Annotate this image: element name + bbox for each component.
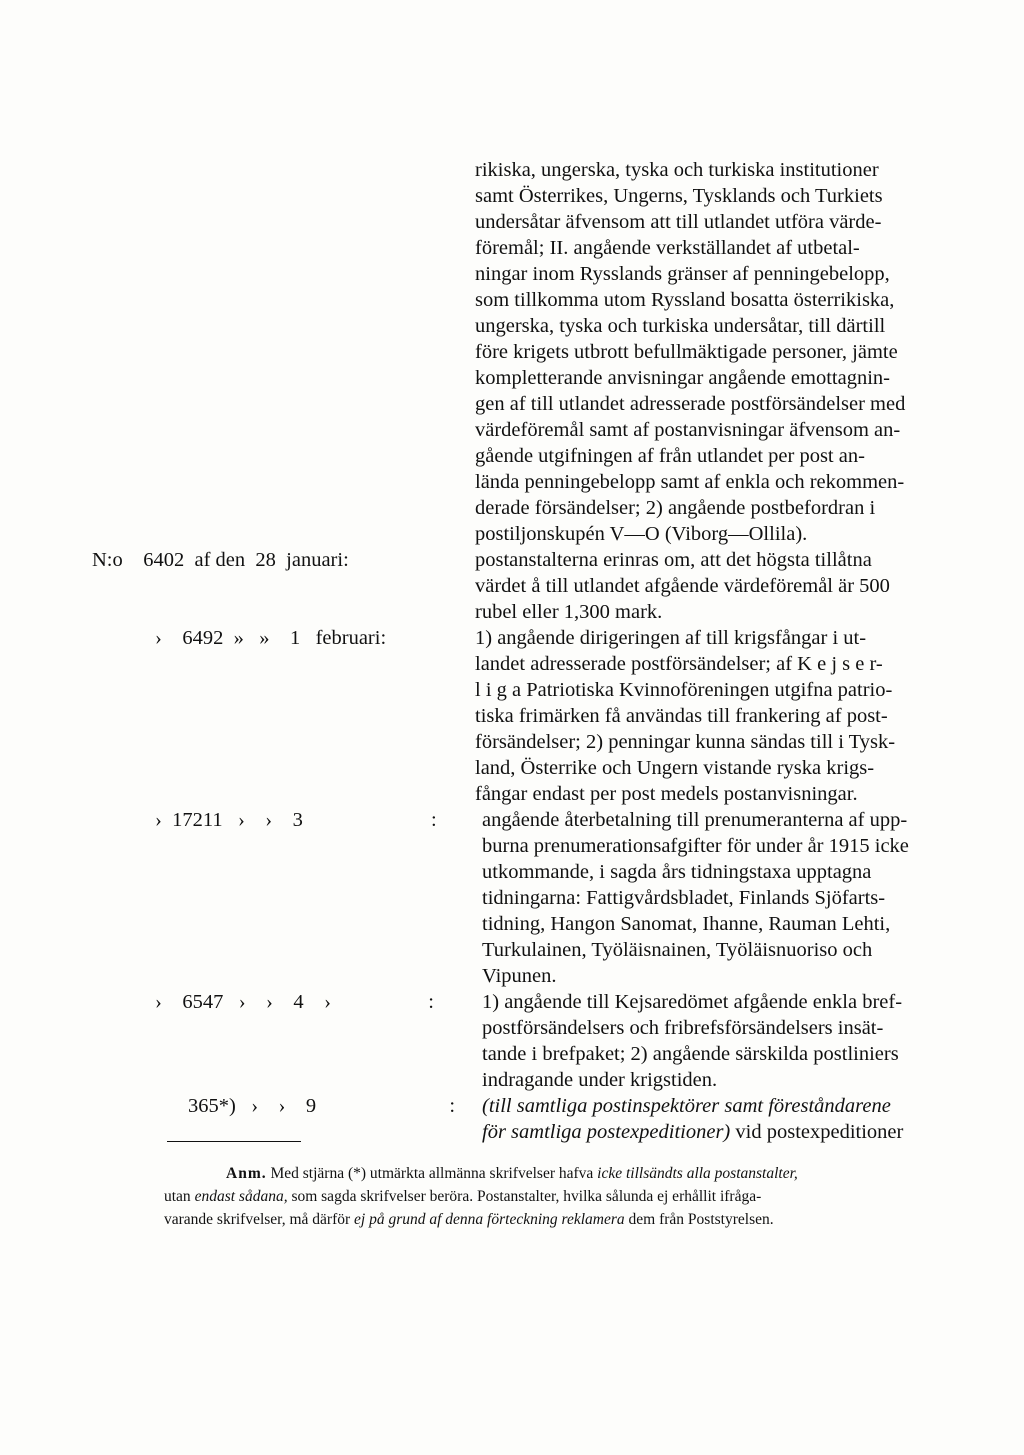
italic-text: icke tillsändts alla postanstalter, (597, 1165, 798, 1182)
text-line: föremål; II. angående verkställandet af utbetal- (475, 237, 860, 259)
text-line: fångar endast per post medels postanvisningar. (475, 783, 858, 805)
text-line: indragande under krigstiden. (482, 1069, 718, 1091)
text-line: tande i brefpaket; 2) angående särskilda postliniers (482, 1043, 899, 1065)
text-line: undersåtar äfvensom att till utlandet utföra värde- (475, 211, 882, 233)
text-line: värdeföremål samt af postanvisningar äfvensom an- (475, 419, 901, 441)
text-line: angående återbetalning till prenumeranterna af upp- (482, 809, 908, 831)
text-span: som sagda skrifvelser beröra. Postanstalter, hvilka sålunda ej erhållit ifråga- (291, 1188, 762, 1205)
text-line: land, Österrike och Ungern vistande ryska krigs- (475, 757, 875, 779)
text-line: tidningarna: Fattigvårdsbladet, Finlands Sjöfarts- (482, 887, 886, 909)
text-line: Vipunen. (482, 965, 557, 987)
italic-text: för samtliga postexpeditioner) (482, 1121, 731, 1143)
text-line: postanstalterna erinras om, att det högsta tillåtna (475, 549, 872, 571)
text-line: ningar inom Rysslands gränser af penningebelopp, (475, 263, 890, 285)
italic-text: ej på grund af denna förteckning reklamera (354, 1211, 625, 1228)
text-span: varande skrifvelser, må därför (164, 1211, 351, 1228)
text-span: vid postexpeditioner (735, 1121, 904, 1143)
text-span: utan (164, 1188, 191, 1205)
text-line: lända penningebelopp samt af enkla och rekommen- (475, 471, 905, 493)
text-line: som tillkomma utom Ryssland bosatta österrikiska, (475, 289, 895, 311)
text-line: postförsändelsers och fribrefsförsändelsers insät- (482, 1017, 884, 1039)
text-line: kompletterande anvisningar angående emottagnin- (475, 367, 890, 389)
text-span: dem från Poststyrelsen. (628, 1211, 774, 1228)
footnote-line (164, 1186, 761, 1208)
footnote-line (164, 1209, 774, 1231)
text-line: gen af till utlandet adresserade postförsändelser med (475, 393, 906, 415)
text-line: rikiska, ungerska, tyska och turkiska institutioner (475, 159, 879, 181)
text-line: försändelser; 2) penningar kunna sändas till i Tysk- (475, 731, 896, 753)
text-line: tiska frimärken få användas till frankering af post- (475, 705, 888, 727)
text-line: Turkulainen, Työläisnainen, Työläisnuoriso och (482, 939, 873, 961)
italic-text: endast sådana, (194, 1188, 288, 1205)
text-line (482, 1119, 903, 1145)
text-line: utkommande, i sagda års tidningstaxa upptagna (482, 861, 872, 883)
entry-reference: N:o 6402 af den 28 januari: (92, 549, 349, 571)
text-line: 1) angående till Kejsaredömet afgående enkla bref- (482, 991, 903, 1013)
entry-reference: › 6492 » » 1 februari: (155, 627, 387, 649)
text-line: samt Österrikes, Ungerns, Tysklands och Turkiets (475, 185, 883, 207)
text-line: tidning, Hangon Sanomat, Ihanne, Rauman Lehti, (482, 913, 891, 935)
text-line: postiljonskupén V—O (Viborg—Ollila). (475, 523, 808, 545)
text-line: gående utgifningen af från utlandet per post an- (475, 445, 865, 467)
footnote-separator (167, 1141, 301, 1142)
text-line: derade försändelser; 2) angående postbefordran i (475, 497, 876, 519)
footnote-line (226, 1163, 798, 1185)
text-line: värdet å till utlandet afgående värdeföremål är 500 (475, 575, 890, 597)
text-line (482, 1093, 891, 1119)
text-line: 1) angående dirigeringen af till krigsfångar i ut- (475, 627, 867, 649)
text-line: landet adresserade postförsändelser; af K e j s e r- (475, 653, 883, 675)
text-line: burna prenumerationsafgifter för under år 1915 icke (482, 835, 909, 857)
text-line: ungerska, tyska och turkiska undersåtar, till därtill (475, 315, 886, 337)
entry-reference: › 6547 › › 4 › : (155, 991, 435, 1013)
italic-text: (till samtliga postinspektörer samt föreståndarene (482, 1095, 891, 1117)
text-line: l i g a Patriotiska Kvinnoföreningen utgifna patrio- (475, 679, 893, 701)
text-line: före krigets utbrott befullmäktigade personer, jämte (475, 341, 898, 363)
entry-reference: 365*) › › 9 : (188, 1095, 456, 1117)
entry-reference: › 17211 › › 3 : (155, 809, 437, 831)
footnote-label: Anm. (226, 1165, 267, 1182)
text-line: rubel eller 1,300 mark. (475, 601, 663, 623)
text-span: Med stjärna (*) utmärkta allmänna skrifvelser hafva (270, 1165, 594, 1182)
